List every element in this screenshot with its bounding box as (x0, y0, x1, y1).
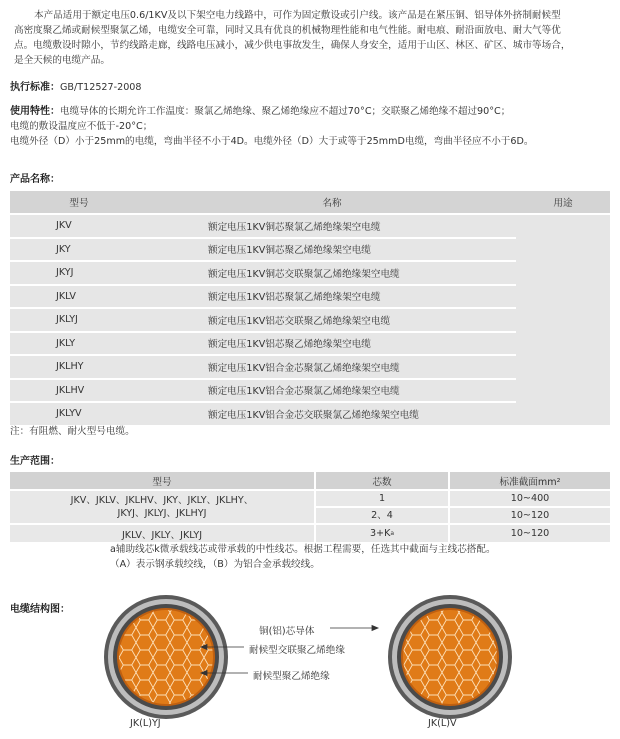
range-title: 生产范围： (10, 456, 60, 467)
header-section-text: 标准截面mm² (499, 476, 561, 488)
name-cell: 额定电压1KV铝芯聚氯乙烯绝缘架空电缆 (208, 292, 381, 304)
range-cores (316, 525, 450, 542)
cable-cross-sections (0, 590, 620, 735)
range-notes (110, 542, 620, 572)
cores-value: 3+K (369, 528, 391, 539)
intro-line: 点。电缆敷设时隙小，节约线路走廊，线路电压减小，减少供电事故发生，确保人身安全，适用于山区、林区、矿区、城市等场合， (14, 40, 571, 51)
label-pe-insulation: 耐候型聚乙烯绝缘 (253, 671, 330, 682)
table-row (10, 403, 610, 427)
label-xlpe-insulation: 耐候型交联聚乙烯绝缘 (249, 645, 345, 656)
standard-label: 执行标准： (10, 82, 60, 93)
standard-value: GB/T12527-2008 (60, 82, 142, 93)
range-note: a辅助线芯k微承载线芯或带承载的中性线芯。根据工程需要，任选其中截面与主线芯搭配。 (110, 544, 496, 555)
name-cell: 额定电压1KV铝合金芯聚氯乙烯绝缘架空电缆 (208, 386, 400, 398)
usage-label: 使用特性： (10, 106, 60, 117)
intro-line: 本产品适用于额定电压0.6/1KV及以下架空电力线路中，可作为固定敷设或引户线。该产品是在紧压铜、铝导体外挤制耐候型 (34, 10, 561, 21)
header-usage: 用途 (553, 198, 573, 209)
usage-line: 电缆的敷设温度应不低于-20°C； (10, 121, 153, 132)
intro-paragraph (14, 8, 610, 68)
model-cell: JKV (56, 220, 72, 232)
name-cell: 额定电压1KV铝芯聚乙烯绝缘架空电缆 (208, 339, 371, 351)
usage-line: 电缆导体的长期允许工作温度：聚氯乙烯绝缘、聚乙烯绝缘应不超过70°C；交联聚乙烯绝缘不超过90°C； (60, 106, 511, 117)
cable-jkl-v (388, 595, 512, 719)
range-sections: 10~120 (510, 528, 550, 539)
section-value: 10~120 (450, 506, 610, 523)
name-cell: 额定电压1KV铝芯交联聚乙烯绝缘架空电缆 (208, 315, 391, 327)
cores-value: 1 (378, 493, 386, 504)
products-table (10, 191, 610, 427)
cable-structure-diagram (0, 590, 620, 735)
header-model: 型号 (10, 472, 316, 489)
cable-jkl-yj (104, 595, 228, 719)
name-cell: 额定电压1KV铜芯聚乙烯绝缘架空电缆 (208, 245, 371, 257)
name-cell: 额定电压1KV铝合金芯聚氯乙烯绝缘架空电缆 (208, 362, 400, 374)
section-value: 10~400 (510, 493, 550, 504)
model-cell: JKLYV (56, 408, 82, 420)
label-conductor: 铜(铝)芯导体 (259, 626, 315, 637)
range-note: （A）表示钢承载绞线，（B）为铝合金承载绞线。 (110, 559, 320, 570)
name-cell: 额定电压1KV铝合金芯交联聚氯乙烯绝缘架空电缆 (208, 409, 419, 421)
range-cores (316, 491, 450, 523)
usage-block (10, 104, 610, 149)
intro-line: 高密度聚乙烯或耐候型聚氯乙烯，电缆安全可靠，同时又具有优良的机械物理性能和电气性能。耐电痕、耐沿面放电、耐大气等优 (14, 25, 561, 36)
usage-column (516, 215, 610, 405)
table-row (10, 491, 610, 525)
cores-value: 2、4 (316, 506, 448, 523)
header-cores: 芯数 (316, 472, 450, 489)
range-models: JKLV、JKLY、JKLYJ (10, 525, 316, 542)
products-note: 注：有阻燃、耐火型号电缆。 (10, 426, 135, 437)
intro-line: 是全天候的电缆产品。 (14, 55, 110, 66)
model-cell: JKLHV (56, 384, 85, 396)
header-model: 型号 (69, 198, 89, 209)
range-table (10, 472, 610, 544)
caption-left-cable: JK(L)YJ (130, 718, 161, 729)
structure-title: 电缆结构图： (10, 604, 70, 615)
model-cell: JKLY (56, 337, 76, 349)
name-cell: 额定电压1KV铜芯聚氯乙烯绝缘架空电缆 (208, 221, 381, 233)
header-section (450, 472, 610, 489)
caption-right-cable: JK(L)V (428, 718, 457, 729)
range-sections (450, 491, 610, 523)
model-cell: JKY (56, 243, 71, 255)
table-header (10, 472, 610, 491)
table-header (10, 191, 610, 215)
model-cell: JKLHY (56, 361, 84, 373)
header-name: 名称 (322, 198, 342, 209)
range-models: JKV、JKLV、JKLHV、JKY、JKLY、JKLHY、 JKYJ、JKLYJ、JKLHYJ (10, 491, 316, 523)
model-cell: JKLYJ (56, 314, 78, 326)
name-cell: 额定电压1KV铜芯交联聚氯乙烯绝缘架空电缆 (208, 268, 400, 280)
standard-row (10, 80, 142, 95)
products-title: 产品名称： (10, 174, 60, 185)
model-cell: JKLV (56, 290, 76, 302)
superscript-a: a (390, 530, 395, 537)
model-cell: JKYJ (56, 267, 74, 279)
usage-line: 电缆外径（D）小于25mm的电缆，弯曲半径不小于4D。电缆外径（D）大于或等于25mmD电缆，弯曲半径应不小于6D。 (10, 136, 534, 147)
